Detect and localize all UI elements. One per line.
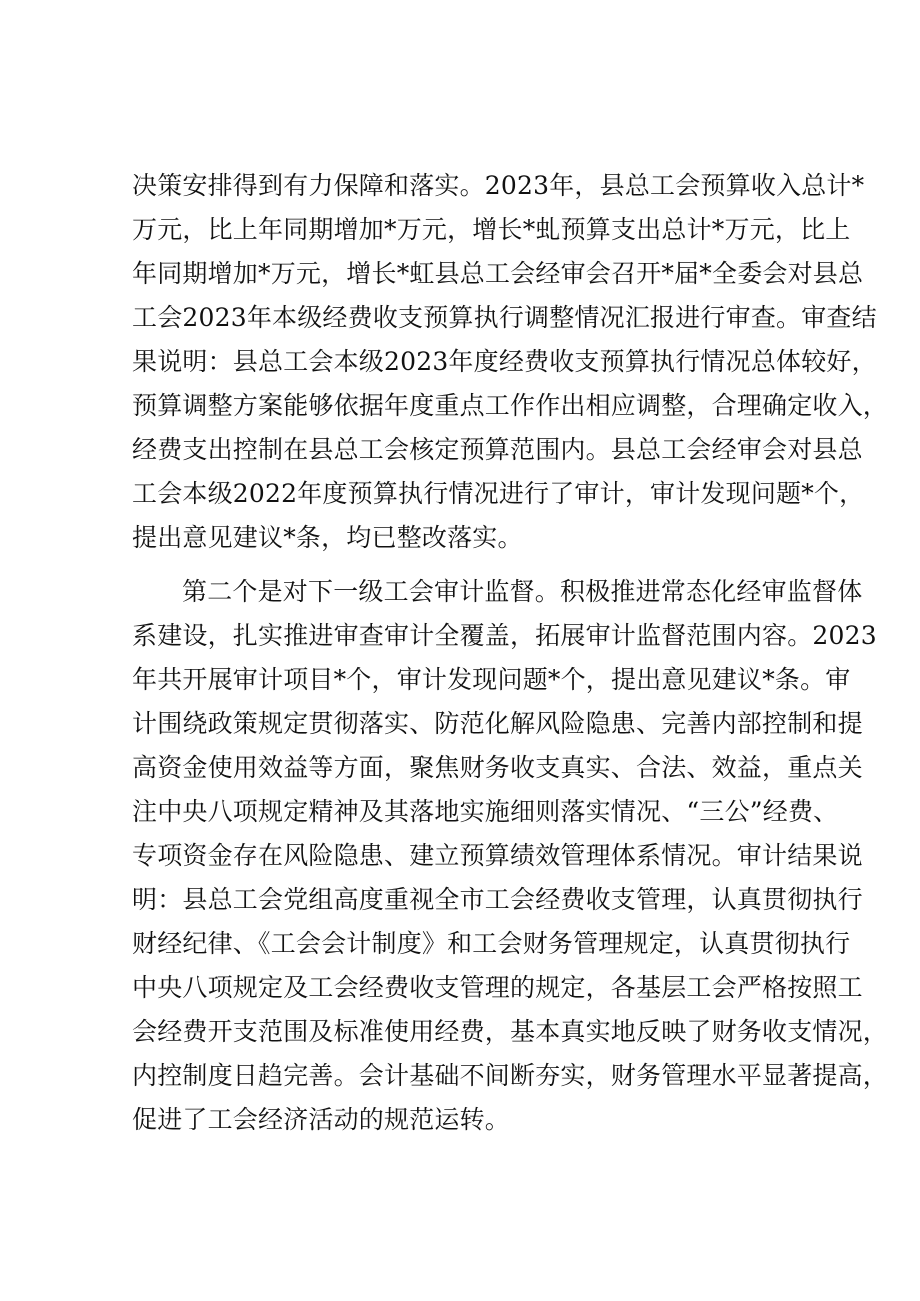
text-line: 决策安排得到有力保障和落实。2023年，县总工会预算收入总计* — [132, 171, 865, 200]
text-line: 明：县总工会党组高度重视全市工会经费收支管理，认真贯彻执行 — [132, 885, 863, 914]
text-line: 第二个是对下一级工会审计监督。积极推进常态化经审监督体 — [182, 577, 863, 606]
text-line: 年共开展审计项目*个，审计发现问题*个，提出意见建议*条。审 — [132, 665, 851, 694]
text-line: 财经纪律、《工会会计制度》和工会财务管理规定，认真贯彻执行 — [132, 929, 851, 958]
text-line: 万元，比上年同期增加*万元，增长*虬预算支出总计*万元，比上 — [132, 215, 851, 244]
text-line: 工会本级2022年度预算执行情况进行了审计，审计发现问题*个， — [132, 479, 865, 508]
document-body — [132, 164, 889, 1142]
paragraph-budget-review — [132, 164, 889, 560]
text-line: 工会2023年本级经费收支预算执行调整情况汇报进行审查。审查结 — [132, 303, 877, 332]
text-line: 系建设，扎实推进审查审计全覆盖，拓展审计监督范围内容。2023 — [132, 621, 877, 650]
text-line: 计围绕政策规定贯彻落实、防范化解风险隐患、完善内部控制和提 — [132, 709, 863, 738]
text-line: 会经费开支范围及标准使用经费，基本真实地反映了财务收支情况， — [132, 1017, 889, 1046]
paragraph-spacer — [132, 560, 792, 570]
text-line: 年同期增加*万元，增长*虹县总工会经审会召开*届*全委会对县总 — [132, 259, 864, 288]
text-line: 经费支出控制在县总工会核定预算范围内。县总工会经审会对县总 — [132, 435, 863, 464]
text-line: 中央八项规定及工会经费收支管理的规定，各基层工会严格按照工 — [132, 973, 863, 1002]
text-line: 提出意见建议*条，均已整改落实。 — [132, 523, 523, 552]
text-line: 果说明：县总工会本级2023年度经费收支预算执行情况总体较好， — [132, 347, 877, 376]
text-line: 高资金使用效益等方面，聚焦财务收支真实、合法、效益，重点关 — [132, 753, 863, 782]
text-line: 促进了工会经济活动的规范运转。 — [132, 1105, 511, 1134]
paragraph-lower-level-audit — [132, 570, 889, 1142]
text-line: 内控制度日趋完善。会计基础不间断夯实，财务管理水平显著提高， — [132, 1061, 889, 1090]
text-line: 专项资金存在风险隐患、建立预算绩效管理体系情况。审计结果说 — [132, 841, 863, 870]
text-line: 注中央八项规定精神及其落地实施细则落实情况、“三公”经费、 — [132, 797, 839, 826]
text-line: 预算调整方案能够依据年度重点工作作出相应调整，合理确定收入， — [132, 391, 889, 420]
